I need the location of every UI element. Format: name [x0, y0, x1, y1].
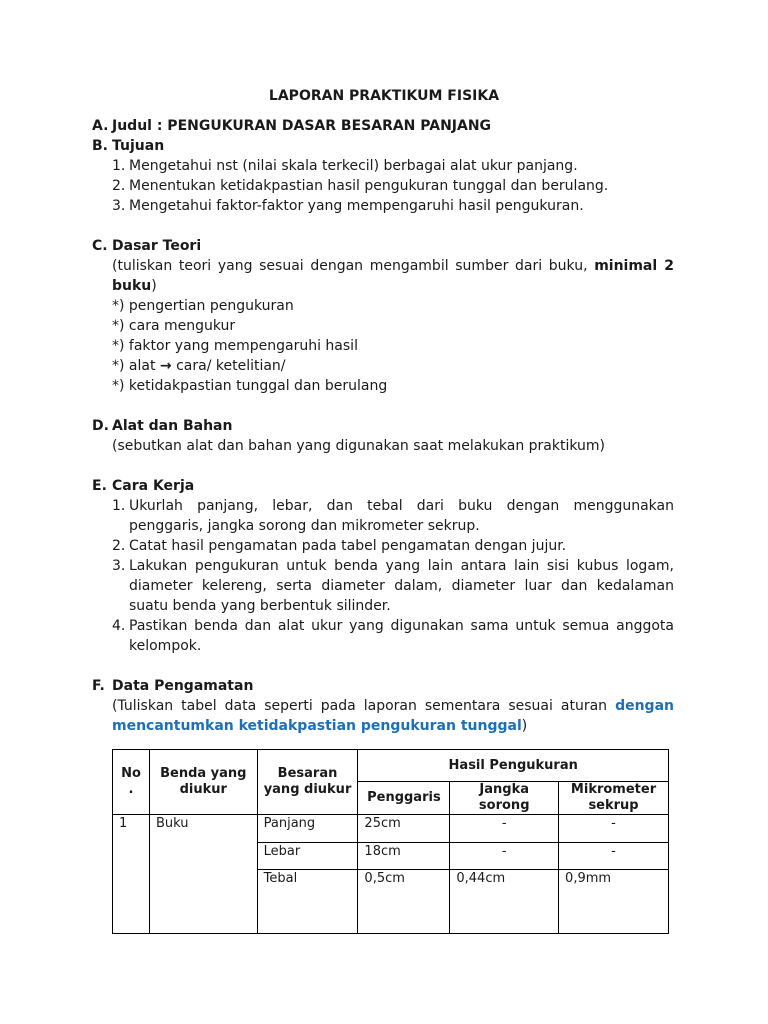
cell-mikrometer: -	[559, 843, 669, 870]
objectives-list	[92, 156, 674, 216]
theory-note: (tuliskan teori yang sesuai dengan mengambil sumber dari buku, minimal 2 buku)	[112, 258, 674, 294]
theory-point: *) faktor yang mempengaruhi hasil	[112, 338, 358, 354]
section-d-heading	[92, 416, 674, 436]
list-item: 3. Lakukan pengukuran untuk benda yang lain antara lain sisi kubus logam, diameter kelereng, serta diameter dalam, diameter luar dan kedalaman suatu benda yang berbentuk silinder.	[112, 558, 674, 614]
header-benda: Benda yang diukur	[149, 750, 257, 815]
section-letter: D.	[92, 418, 109, 434]
cell-mikrometer: 0,9mm	[559, 870, 669, 934]
header-hasil: Hasil Pengukuran	[358, 750, 669, 782]
theory-point: *) ketidakpastian tunggal dan berulang	[112, 378, 388, 394]
section-letter: E.	[92, 478, 107, 494]
observation-table	[112, 749, 669, 934]
theory-point: *) alat → cara/ ketelitian/	[112, 358, 286, 374]
cell-penggaris: 18cm	[358, 843, 450, 870]
cell-besaran: Lebar	[257, 843, 358, 870]
section-label: Data Pengamatan	[112, 678, 254, 694]
section-letter: F.	[92, 678, 105, 694]
section-a-heading	[92, 116, 674, 136]
header-mikrometer: Mikrometer sekrup	[559, 782, 669, 815]
cell-penggaris: 25cm	[358, 815, 450, 843]
arrow-right-icon: →	[159, 358, 172, 374]
list-item: 2. Catat hasil pengamatan pada tabel pengamatan dengan jujur.	[112, 538, 567, 554]
header-jangka: Jangka sorong	[450, 782, 559, 815]
data-note: (Tuliskan tabel data seperti pada laporan sementara sesuai aturan dengan mencantumkan ketidakpastian pengukuran tunggal)	[112, 698, 674, 734]
section-c-heading	[92, 236, 674, 256]
list-item: 3. Mengetahui faktor-faktor yang mempengaruhi hasil pengukuran.	[112, 198, 584, 214]
section-letter: A.	[92, 118, 109, 134]
materials-note: (sebutkan alat dan bahan yang digunakan saat melakukan praktikum)	[112, 438, 606, 454]
document-body	[92, 116, 674, 736]
list-item: 2. Menentukan ketidakpastian hasil pengukuran tunggal dan berulang.	[112, 178, 609, 194]
cell-besaran: Tebal	[257, 870, 358, 934]
section-label: Dasar Teori	[112, 238, 202, 254]
section-f-heading	[92, 676, 674, 696]
table-row	[113, 815, 669, 843]
list-item: 1. Ukurlah panjang, lebar, dan tebal dari buku dengan menggunakan penggaris, jangka sorong dan mikrometer sekrup.	[112, 498, 674, 534]
section-letter: B.	[92, 138, 108, 154]
theory-point: *) cara mengukur	[112, 318, 236, 334]
cell-penggaris: 0,5cm	[358, 870, 450, 934]
section-label: Judul : PENGUKURAN DASAR BESARAN PANJANG	[112, 118, 492, 134]
cell-no: 1	[113, 815, 150, 934]
section-e-heading	[92, 476, 674, 496]
cell-jangka: 0,44cm	[450, 870, 559, 934]
theory-point: *) pengertian pengukuran	[112, 298, 294, 314]
list-item: 1. Mengetahui nst (nilai skala terkecil) berbagai alat ukur panjang.	[112, 158, 578, 174]
section-label: Tujuan	[112, 138, 165, 154]
header-besaran: Besaran yang diukur	[257, 750, 358, 815]
cell-jangka: -	[450, 815, 559, 843]
cell-mikrometer: -	[559, 815, 669, 843]
section-label: Cara Kerja	[112, 478, 195, 494]
page-title: LAPORAN PRAKTIKUM FISIKA	[268, 88, 500, 104]
section-letter: C.	[92, 238, 108, 254]
cell-jangka: -	[450, 843, 559, 870]
cell-besaran: Panjang	[257, 815, 358, 843]
procedure-list	[92, 496, 674, 656]
header-no: No .	[113, 750, 150, 815]
list-item: 4. Pastikan benda dan alat ukur yang digunakan sama untuk semua anggota kelompok.	[112, 618, 674, 654]
section-b-heading	[92, 136, 674, 156]
header-penggaris: Penggaris	[358, 782, 450, 815]
cell-benda: Buku	[149, 815, 257, 934]
section-label: Alat dan Bahan	[112, 418, 233, 434]
